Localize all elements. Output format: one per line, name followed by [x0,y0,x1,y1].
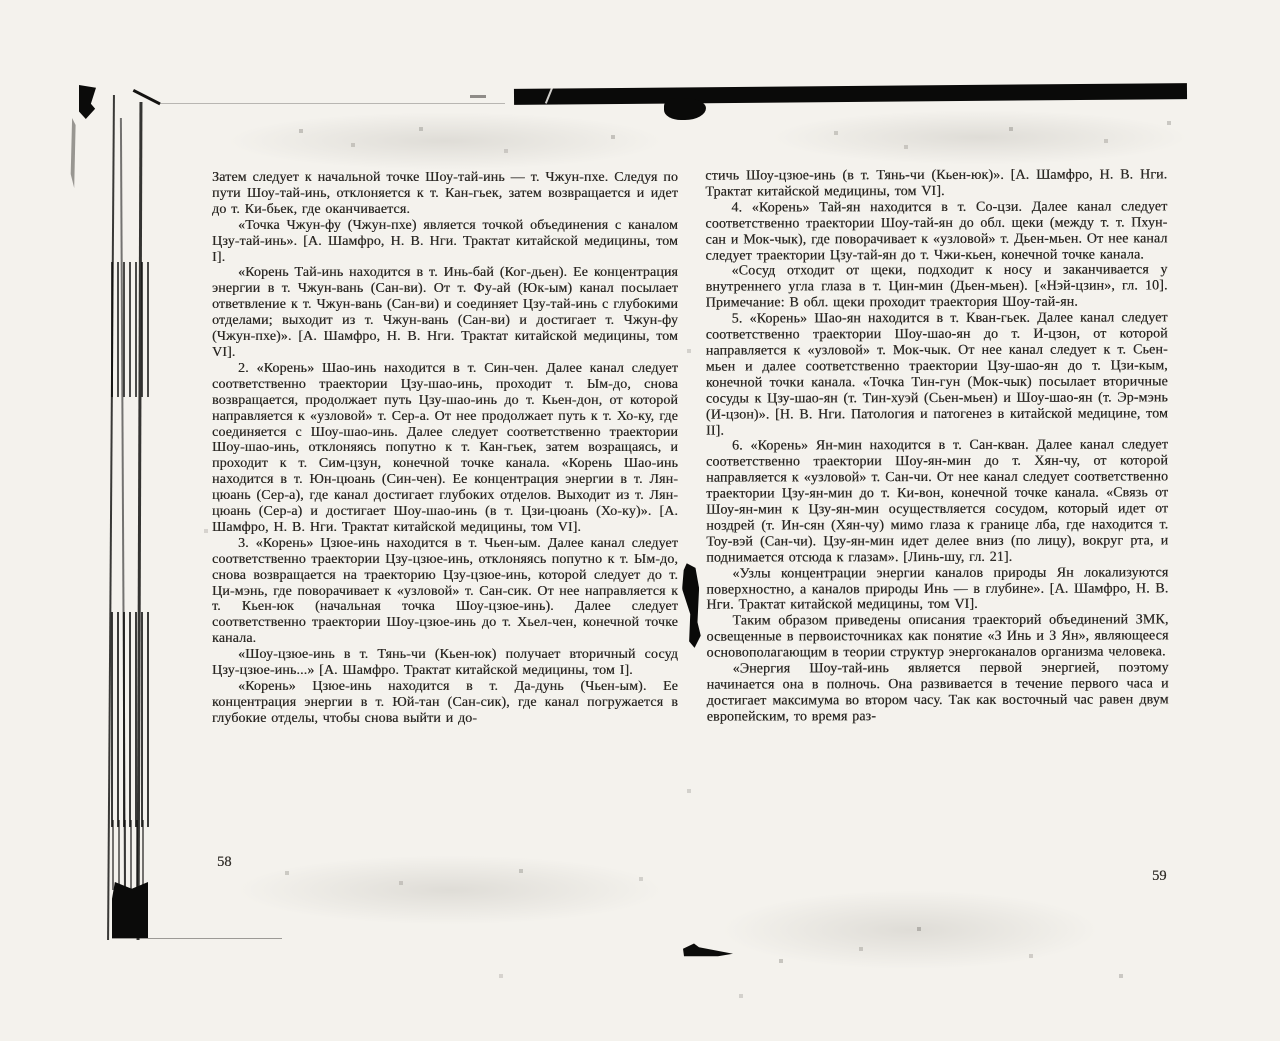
right-page-text-column [705,167,1168,725]
paragraph: стичь Шоу-цзюе-инь (в т. Тянь-чи (Кьен-юк)». [А. Шамфро, Н. В. Нги. Трактат китайской медицины, том VI]. [705,167,1168,200]
scan-artifact-page-edge-line [160,103,505,104]
paragraph: 5. «Корень» Шао-ян находится в т. Кван-гьек. Далее канал следует соответственно траектории Шоу-шао-ян до т. И-цзон, от которой направляется к «узловой» т. Мок-чык. От нее канал следует к т. Сьен-мьен и далее соответственно траектории Цзу-шао-ян до т. Цзи-кым, конечной точки канала. «Точка Тин-гун (Мок-чык) посылает вторичные сосуды к Цзу-шао-ян (т. Тин-хуэй (Сьен-мьен) и Шоу-шао-ян (т. Эр-мэнь (И-цзон)». [Н. В. Нги. Патология и патогенез в китайской медицине, том II]. [705,310,1168,439]
paragraph: 3. «Корень» Цзюе-инь находится в т. Чьен-ым. Далее канал следует соответственно траектории Цзу-цзюе-инь, отклоняясь попутно к т. Ым-до, снова возвращается на траекторию Цзу-цзюе-инь, которой следует до т. Ци-мэнь, где поворачивает к «узловой» т. Сан-сик. От нее направляется к т. Кьен-юк (начальная точка Шоу-цзюе-инь). Далее следует соответственно траектории Шоу-цзюе-инь до т. Хьел-чен, конечной точке канала. [212,535,678,647]
scan-artifact-top-bar-bump [664,98,706,120]
page-number-left: 58 [217,854,232,870]
paragraph: 6. «Корень» Ян-мин находится в т. Сан-кван. Далее канал следует соответственно траектории Шоу-ян-мин до т. Хян-чу, от которой направляется к «узловой» т. Сан-чи. От нее канал следует соответственно траектории Цзу-ян-мин до т. Ки-вон, конечной точке канала. «Связь от Шоу-ян-мин к Цзу-ян-мин осуществляется сосудом, который идет от ноздрей (т. Ин-сян (Хян-чу) мимо глаза к границе лба, где находится т. Тоу-вэй (Сан-чи). Цзу-ян-мин идет делее вниз (по лицу), вокруг рта, и поднимается отсюда к глазам». [Линь-шу, гл. 21]. [706,437,1169,566]
paragraph: «Энергия Шоу-тай-инь является первой энергией, поэтому начинается она в полночь. Она развивается в течение первого часа и достигает максимума во втором часу. Так как восточный час равен двум европейским, то время раз- [706,660,1169,725]
paragraph: «Узлы концентрации энергии каналов природы Ян локализуются поверхностно, а каналов природы Инь — в глубине». [А. Шамфро, Н. В. Нги. Трактат китайской медицины, том VI]. [706,565,1169,614]
scan-artifact-streak-band [111,262,149,397]
left-page-text-column [212,170,678,727]
paragraph: «Корень Тай-инь находится в т. Инь-бай (Ког-дьен). Ее концентрация энергии в т. Чжун-вань (Сан-ви). От т. Фу-ай (Юк-ым) канал посылает ответвление к т. Чжун-вань (Сан-ви) и соединяет Цзу-тай-инь с глубокими отделами; выходит из т. Чжун-вань (Сан-ви) и достигает т. Чжун-фу (Чжун-пхе)». [А. Шамфро, Н. В. Нги. Трактат китайской медицины, том VI]. [212,265,678,360]
scan-artifact-margin-dash [470,95,486,98]
paragraph: 2. «Корень» Шао-инь находится в т. Син-чен. Далее канал следует соответственно траектории Цзу-шао-инь, проходит т. Ым-до, снова возвращается, продолжает путь Цзу-шао-инь до т. Кьен-дон, от которой направляется к «узловой» т. Сер-а. От нее продолжает путь к т. Хо-ку, где соединяется с Шоу-шао-инь. Далее следует соответственно траектории Шоу-шао-инь, отклоняясь попутно к т. Кан-гьек, затем возращаясь, и проходит к т. Сим-цзун, конечной точке канала. «Корень Шао-инь находится в т. Юн-цюань (Син-чен). Ее концентрация энергии в т. Лян-цюань (Сер-а), где канал достигает глубоких отделов. Выходит из т. Лян-цюань (Сер-а) и достигает Шоу-шао-инь (в т. Цзи-цюань (Хо-ку)». [А. Шамфро, Н. В. Нги. Трактат китайской медицины, том VI]. [212,360,678,535]
scan-noise-smudge [720,890,1100,970]
page-number-right: 59 [1152,868,1167,884]
paragraph: Таким образом приведены описания траекторий объединений ЗМК, освещенные в первоисточниках как понятие «З Инь и З Ян», являющееся основополагающим в теории структур энергоканалов организма человека. [706,612,1169,661]
paragraph: «Точка Чжун-фу (Чжун-пхе) является точкой объединения с каналом Цзу-тай-инь». [А. Шамфро, Н. В. Нги. Трактат китайской медицины, том I]. [212,217,678,265]
scan-artifact-bottom-edge-line [112,938,282,939]
scan-artifact-streak-band [112,820,148,890]
paragraph: Затем следует к начальной точке Шоу-тай-инь — т. Чжун-пхе. Следуя по пути Шоу-тай-инь, отклоняется к т. Кан-гьек, затем возвращается и идет до т. Ки-бьек, где оканчивается. [212,170,678,217]
scan-noise-smudge [770,110,1190,165]
scan-noise-smudge [225,112,665,170]
scan-artifact-corner-tail [70,118,77,188]
paragraph: 4. «Корень» Тай-ян находится в т. Со-цзи. Далее канал следует соответственно траектории Шоу-тай-ян до обл. щеки (между т. т. Пхун-сан и Мок-чык), где поворачивает к «узловой» т. Дьен-мьен. От нее канал следует траектории Цзу-тай-ян до т. Чжи-кьен, конечной точке канала. [705,199,1168,264]
scan-artifact-gutter-blot [681,563,702,649]
scan-artifact-binding-blot [112,882,148,938]
paragraph: «Корень» Цзюе-инь находится в т. Да-дунь (Чьен-ым). Ее концентрация энергии в т. Юй-тан (Сан-сик), где канал погружается в глубокие отделы, чтобы снова выйти и до- [212,679,678,726]
scan-artifact-top-black-bar [514,83,1187,105]
paragraph: «Сосуд отходит от щеки, подходит к носу и заканчивается у внутреннего угла глаза в т. Цин-мин (Дьен-мьен). [«Нэй-цзин», гл. 10]. Примечание: В обл. щеки проходит траектория Шоу-тай-ян. [705,262,1168,311]
scan-artifact-corner-blob [79,85,96,119]
scan-noise-speckles [0,0,2,2]
paragraph: «Шоу-цзюе-инь в т. Тянь-чи (Кьен-юк) получает вторичный сосуд Цзу-цзюе-инь...» [А. Шамфро. Трактат китайской медицины, том I]. [212,647,678,679]
scan-artifact-streak-band [111,612,151,827]
scan-noise-smudge [235,855,665,925]
scan-artifact-page-edge-diagonal [133,89,161,105]
